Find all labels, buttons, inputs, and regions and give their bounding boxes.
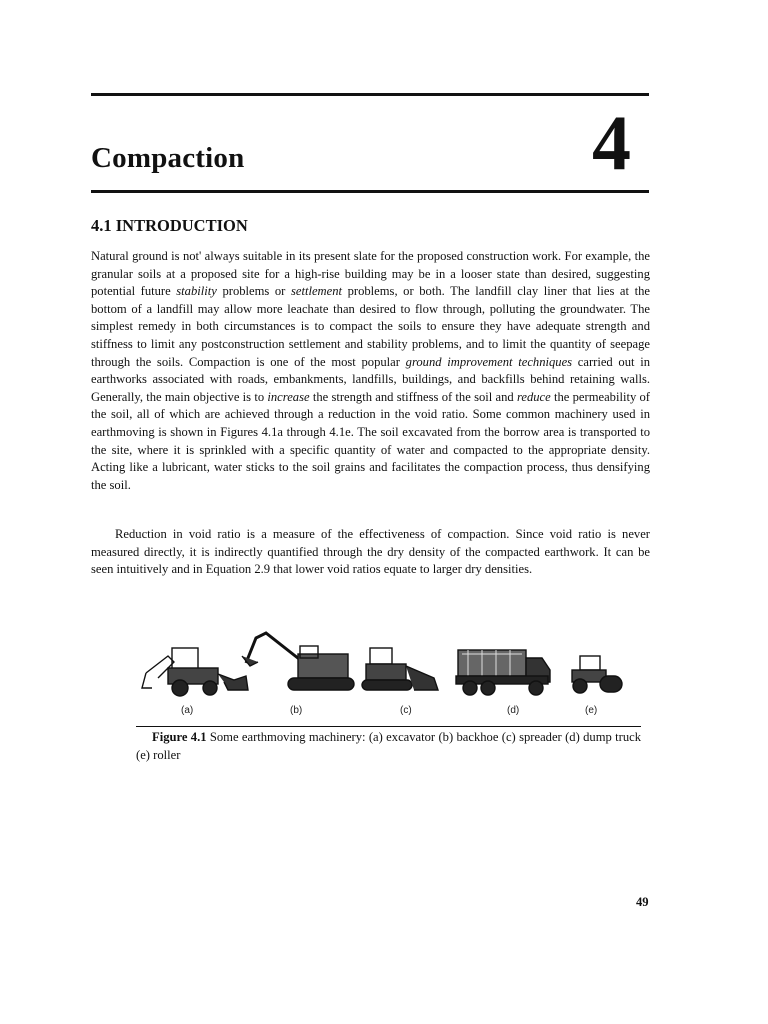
paragraph-text-segment: Natural ground is not' always suitable in its present slate for the proposed construction work. For example, the granular soils at a proposed site for a high-rise building may be in a looser state than desired, suggesting potential future [91, 249, 650, 299]
spreader-drawing [362, 648, 438, 690]
top-rule [91, 93, 649, 96]
paragraph-void-ratio: Reduction in void ratio is a measure of the effectiveness of compaction. Since void ratio is never measured directly, it is indirectly quantified through the dry density of the compacted earthwork. It can be seen intuitively and in Equation 2.9 that lower void ratios equate to larger dry densities. [91, 527, 650, 577]
paragraph-text-segment: carried out in earthworks associated with roads, embankments, landfills, buildings, and backfills behind retaining walls. Generally, the main objective is to [91, 354, 650, 404]
caption-rule [136, 726, 641, 727]
backhoe-loader-drawing [142, 648, 248, 696]
roller-drawing [572, 656, 622, 693]
italic-term-ground-improvement: ground improvement techniques [405, 354, 573, 369]
page-number: 49 [636, 895, 649, 909]
earthmoving-machinery-illustration [138, 618, 638, 726]
figure-label-b: (b) [290, 705, 303, 716]
figure-label-c: (c) [400, 705, 412, 716]
figure-label-a: (a) [181, 705, 194, 716]
figure-label-e: (e) [585, 705, 598, 716]
section-heading: 4.1 INTRODUCTION [91, 216, 248, 235]
excavator-drawing [242, 633, 354, 690]
figure-caption [136, 729, 641, 764]
paragraph-text-segment: problems or [216, 284, 291, 299]
dump-truck-drawing [456, 650, 550, 695]
figure-caption-label: Figure 4.1 [152, 730, 207, 744]
figure-caption-text: Some earthmoving machinery: (a) excavator (b) backhoe (c) spreader (d) dump truck (e) roller [136, 730, 641, 762]
bottom-rule [91, 190, 649, 193]
italic-term-increase: increase [267, 389, 310, 404]
italic-term-settlement: settlement [290, 284, 343, 299]
chapter-title: Compaction [91, 142, 245, 174]
italic-term-stability: stability [176, 284, 217, 299]
figure-label-d: (d) [507, 705, 520, 716]
italic-term-reduce: reduce [516, 389, 551, 404]
chapter-number: 4 [592, 99, 631, 186]
paragraph-text-segment: problems, or both. The landfill clay liner that lies at the bottom of a landfill may allow more leachate than desired to flow through, polluting the groundwater. The simplest remedy in both circumstances is to compact the soils to ensure they have adequate strength and stiffness to limit any postconstruction settlement and stability problems, and to limit the quantity of seepage through the soils. Compaction is one of the most popular [91, 284, 650, 369]
paragraph-introduction [91, 248, 650, 494]
paragraph-text-segment: the permeability of the soil, all of which are achieved through a reduction in the void ratio. Some common machinery used in earthmoving is shown in Figures 4.1a through 4.1e. The soil excavated from the borrow area is transported to the site, where it is sprinkled with a specific quantity of water and compacted to the appropriate density. Acting like a lubricant, water sticks to the soil grains and facilitates the compaction process, thus densifying the soil. [91, 389, 650, 492]
paragraph-text-segment: the strength and stiffness of the soil and [309, 389, 517, 404]
